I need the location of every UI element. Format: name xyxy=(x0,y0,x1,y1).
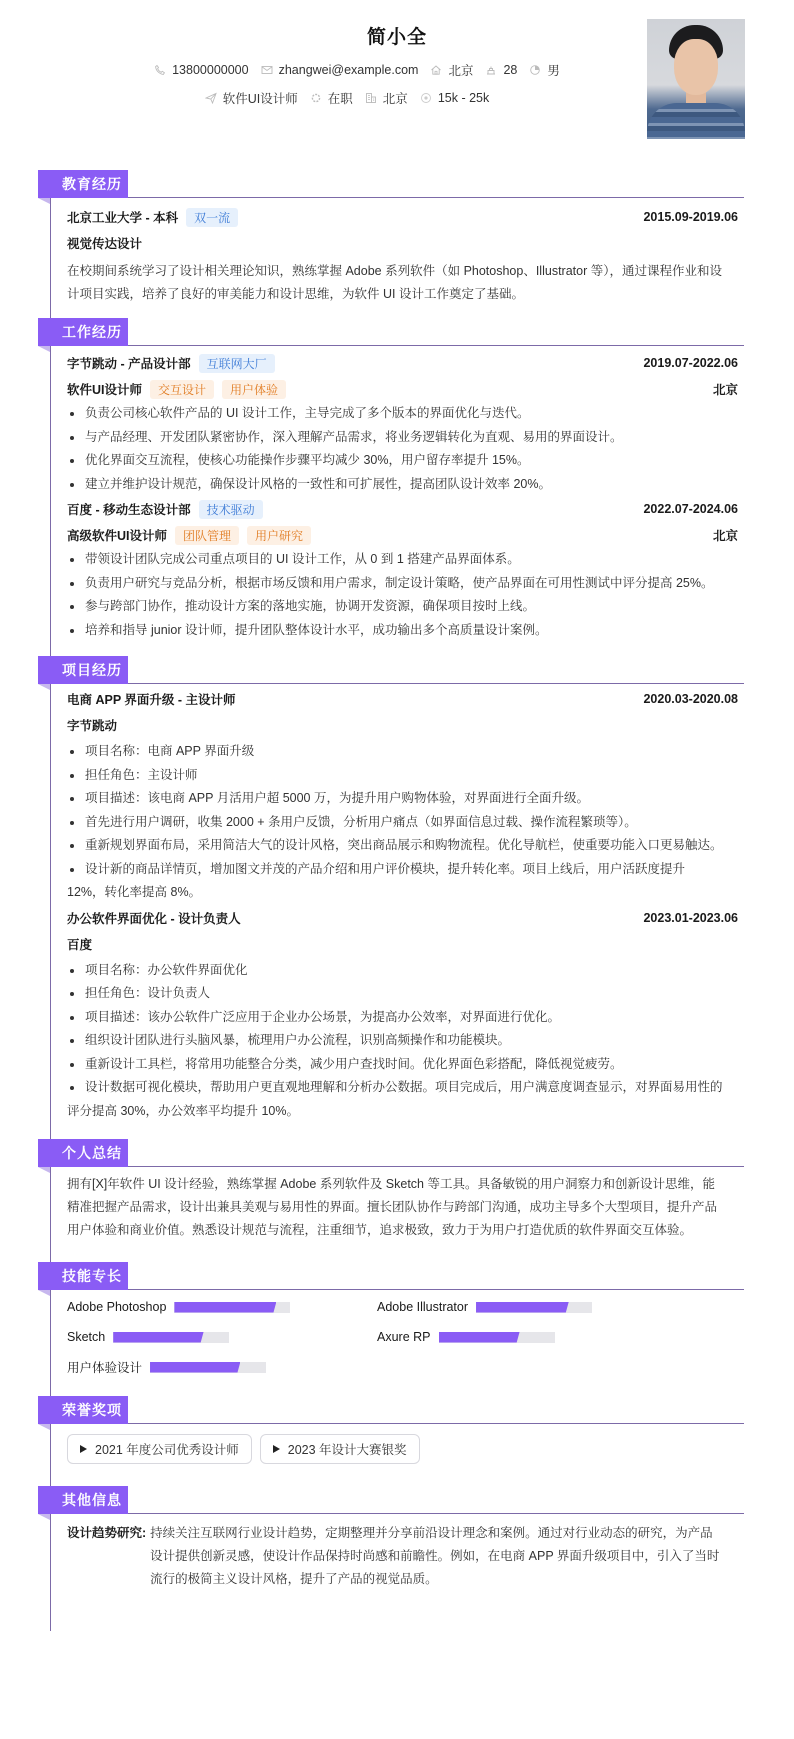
skill-level-fill xyxy=(113,1332,203,1343)
location-value: 北京 xyxy=(448,64,474,78)
skill-item xyxy=(377,1322,677,1352)
skill-level-fill xyxy=(150,1362,240,1373)
section-title-work: 工作经历 xyxy=(38,318,128,346)
skill-level-fill xyxy=(476,1302,569,1313)
skill-name: Adobe Photoshop xyxy=(67,1300,167,1314)
skill-tag: 用户研究 xyxy=(247,526,311,545)
skill-name: Adobe Illustrator xyxy=(377,1300,469,1314)
other-section xyxy=(38,1486,744,1631)
skill-bar xyxy=(439,1332,555,1343)
status-value: 在职 xyxy=(327,92,353,106)
list-item: 项目名称：办公软件界面优化 xyxy=(67,959,744,983)
section-title-education: 教育经历 xyxy=(38,170,128,198)
list-item: 首先进行用户调研，收集 2000 + 条用户反馈，分析用户痛点（如界面信息过载、操作流程繁琐等）。 xyxy=(67,811,744,835)
list-item: 带领设计团队完成公司重点项目的 UI 设计工作，从 0 到 1 搭建产品界面体系。 xyxy=(67,548,744,572)
skill-name: Sketch xyxy=(67,1330,106,1344)
skill-name: 用户体验设计 xyxy=(67,1361,143,1375)
list-item: 建立并维护设计规范，确保设计风格的一致性和可扩展性，提高团队设计效率 20%。 xyxy=(67,473,744,497)
list-item: 负责公司核心软件产品的 UI 设计工作，主导完成了多个版本的界面优化与迭代。 xyxy=(67,402,744,426)
project-bullets xyxy=(67,959,744,1124)
skill-tag: 交互设计 xyxy=(150,380,214,399)
section-title-awards: 荣誉奖项 xyxy=(38,1396,128,1424)
work-city: 北京 xyxy=(712,383,738,397)
gender-item xyxy=(529,61,560,79)
list-item: 重新设计工具栏，将常用功能整合分类，减少用户查找时间。优化界面色彩搭配，降低视觉疲劳。 xyxy=(67,1053,744,1077)
other-info-text: 持续关注互联网行业设计趋势，定期整理并分享前沿设计理念和案例。通过对行业动态的研究，为产品设计提供创新灵感，使设计作品保持时尚感和前瞻性。例如，在电商 APP 界面升级项目中，引入了当时流行的极简主义设计风格，提升了产品的视觉品质。 xyxy=(150,1526,720,1586)
gender-icon xyxy=(529,64,541,76)
awards-list xyxy=(67,1430,744,1464)
triangle-right-icon xyxy=(80,1445,87,1453)
major: 视觉传达设计 xyxy=(67,237,143,251)
skill-item xyxy=(67,1352,377,1382)
age-item xyxy=(485,63,517,77)
project-item xyxy=(67,905,744,1124)
send-icon xyxy=(205,92,217,104)
list-item: 培养和指导 junior 设计师，提升团队整体设计水平，成功输出多个高质量设计案例。 xyxy=(67,619,744,643)
skill-name: Axure RP xyxy=(377,1330,431,1344)
work-section xyxy=(38,318,744,656)
list-item: 项目描述：该电商 APP 月活用户超 5000 万，为提升用户购物体验，对界面进行全面升级。 xyxy=(67,787,744,811)
list-item: 设计新的商品详情页，增加图文并茂的产品介绍和用户评价模块，提升转化率。项目上线后，用户活跃度提升 12%，转化率提高 8%。 xyxy=(67,858,744,905)
other-info-label: 设计趋势研究: xyxy=(67,1526,147,1540)
salary-icon xyxy=(420,92,432,104)
company-name: 百度 - 移动生态设计部 xyxy=(67,503,191,517)
projects-section xyxy=(38,656,744,1139)
education-section xyxy=(38,170,744,318)
phone-value: 13800000000 xyxy=(172,63,249,77)
list-item: 负责用户研究与竞品分析，根据市场反馈和用户需求，制定设计策略，使产品界面在可用性测试中评分提高 25%。 xyxy=(67,572,744,596)
company-tag: 互联网大厂 xyxy=(199,354,275,373)
skills-section xyxy=(38,1262,744,1396)
gender-value: 男 xyxy=(547,64,560,78)
list-item: 优化界面交互流程，使核心功能操作步骤平均减少 30%，用户留存率提升 15%。 xyxy=(67,449,744,473)
project-name: 电商 APP 界面升级 - 主设计师 xyxy=(67,693,236,707)
project-date: 2020.03-2020.08 xyxy=(643,692,738,706)
summary-text: 拥有[X]年软件 UI 设计经验，熟练掌握 Adobe 系列软件及 Sketch 等工具。具备敏锐的用户洞察力和创新设计思维，能精准把握产品需求，设计出兼具美观与易用性的界面。擅长团队协作与跨部门沟通，成功主导多个大型项目，提升产品用户体验和商业价值。熟悉设计规范与流程，注重细节，追求极致，致力于为用户打造优质的软件界面交互体验。 xyxy=(67,1177,718,1237)
salary-value: 15k - 25k xyxy=(437,91,490,105)
project-company: 百度 xyxy=(67,937,93,952)
skill-level-fill xyxy=(439,1332,520,1343)
work-date: 2019.07-2022.06 xyxy=(643,356,738,370)
section-title-skills: 技能专长 xyxy=(38,1262,128,1290)
triangle-right-icon xyxy=(273,1445,280,1453)
skill-bar xyxy=(150,1362,266,1373)
position-value: 软件UI设计师 xyxy=(222,92,298,106)
award-item[interactable] xyxy=(67,1434,252,1464)
skill-tag: 团队管理 xyxy=(175,526,239,545)
position-item xyxy=(205,89,298,107)
building-icon xyxy=(365,92,377,104)
age-icon xyxy=(485,64,497,76)
job-role: 软件UI设计师 xyxy=(67,383,143,397)
list-item: 参与跨部门协作，推动设计方案的落地实施，协调开发资源，确保项目按时上线。 xyxy=(67,595,744,619)
award-label: 2023 年设计大赛银奖 xyxy=(287,1443,407,1457)
project-date: 2023.01-2023.06 xyxy=(643,910,738,925)
summary-section xyxy=(38,1139,744,1262)
school-tag: 双一流 xyxy=(186,208,238,227)
email-item xyxy=(261,63,419,77)
education-description: 在校期间系统学习了设计相关理论知识，熟练掌握 Adobe 系列软件（如 Photoshop、Illustrator 等），通过课程作业和设计项目实践，培养了良好的审美能力和设计思维，为软件 UI 设计工作奠定了基础。 xyxy=(67,264,722,301)
project-item xyxy=(67,686,744,905)
age-value: 28 xyxy=(503,63,518,77)
education-date: 2015.09-2019.06 xyxy=(643,210,738,224)
work-date: 2022.07-2024.06 xyxy=(643,502,738,516)
project-company: 字节跳动 xyxy=(67,719,118,733)
work-city: 北京 xyxy=(712,529,738,543)
skills-grid xyxy=(67,1292,744,1382)
work-bullets xyxy=(67,402,744,496)
award-item[interactable] xyxy=(260,1434,420,1464)
status-icon xyxy=(310,92,322,104)
section-title-summary: 个人总结 xyxy=(38,1139,128,1167)
work-bullets xyxy=(67,548,744,642)
skill-item xyxy=(377,1292,677,1322)
other-info-row xyxy=(67,1522,744,1591)
skill-tag: 用户体验 xyxy=(222,380,286,399)
list-item: 组织设计团队进行头脑风暴，梳理用户办公流程，识别高频操作和功能模块。 xyxy=(67,1029,744,1053)
project-bullets xyxy=(67,740,744,905)
company-name: 字节跳动 - 产品设计部 xyxy=(67,357,191,371)
candidate-name: 简小全 xyxy=(366,27,427,48)
job-role: 高级软件UI设计师 xyxy=(67,529,168,543)
award-label: 2021 年度公司优秀设计师 xyxy=(95,1443,239,1457)
mail-icon xyxy=(261,64,273,76)
city-value: 北京 xyxy=(382,92,408,106)
company-tag: 技术驱动 xyxy=(199,500,263,519)
status-item xyxy=(310,89,353,107)
home-icon xyxy=(430,64,442,76)
avatar-photo xyxy=(647,19,745,139)
skill-bar xyxy=(113,1332,229,1343)
awards-section xyxy=(38,1396,744,1486)
section-title-projects: 项目经历 xyxy=(38,656,128,684)
salary-item xyxy=(420,91,489,105)
resume-header xyxy=(0,18,794,168)
school-name: 北京工业大学 - 本科 xyxy=(67,211,179,225)
work-item xyxy=(67,496,744,642)
city-item xyxy=(365,89,408,107)
phone-item xyxy=(154,63,248,77)
skill-bar xyxy=(174,1302,290,1313)
list-item: 设计数据可视化模块，帮助用户更直观地理解和分析办公数据。项目完成后，用户满意度调查显示，对界面易用性的评分提高 30%，办公效率平均提升 10%。 xyxy=(67,1076,744,1123)
skill-level-fill xyxy=(174,1302,276,1313)
list-item: 项目名称：电商 APP 界面升级 xyxy=(67,740,744,764)
list-item: 项目描述：该办公软件广泛应用于企业办公场景，为提高办公效率，对界面进行优化。 xyxy=(67,1006,744,1030)
location-item xyxy=(430,61,473,79)
list-item: 重新规划界面布局，采用简洁大气的设计风格，突出商品展示和购物流程。优化导航栏，使重要功能入口更易触达。 xyxy=(67,834,744,858)
skill-item xyxy=(67,1292,377,1322)
project-name: 办公软件界面优化 - 设计负责人 xyxy=(67,911,241,926)
list-item: 担任角色：主设计师 xyxy=(67,764,744,788)
section-title-other: 其他信息 xyxy=(38,1486,128,1514)
skill-bar xyxy=(476,1302,592,1313)
phone-icon xyxy=(154,64,166,76)
work-item xyxy=(67,350,744,496)
list-item: 与产品经理、开发团队紧密协作，深入理解产品需求，将业务逻辑转化为直观、易用的界面设计。 xyxy=(67,426,744,450)
list-item: 担任角色：设计负责人 xyxy=(67,982,744,1006)
skill-item xyxy=(67,1322,377,1352)
email-value: zhangwei@example.com xyxy=(278,63,419,77)
